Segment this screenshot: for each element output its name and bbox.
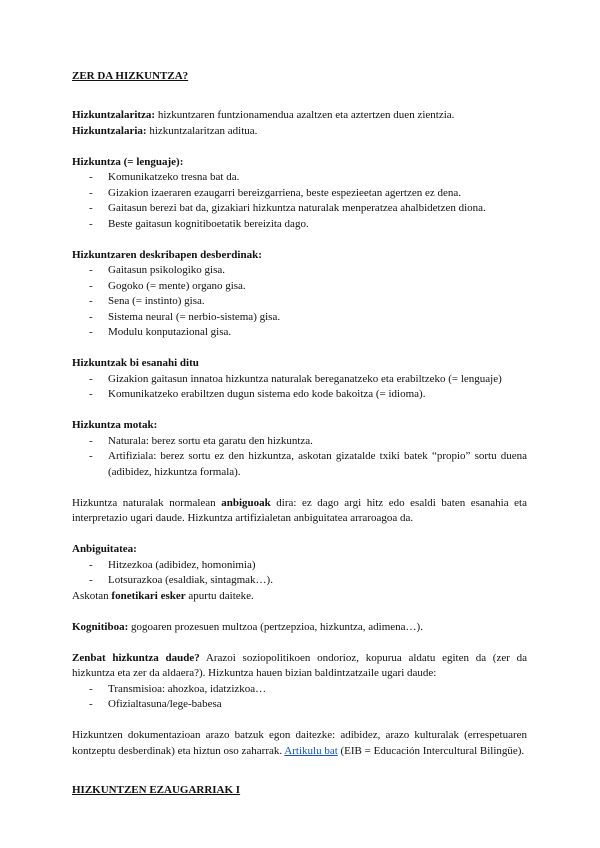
list-motak bbox=[72, 434, 527, 481]
list-item: - Transmisioa: ahozkoa, idatzizkoa… bbox=[72, 682, 527, 698]
paragraph-anbiguoak: Hizkuntza naturalak normalean anbiguoak dira: ez dago argi hitz edo esaldi baten esanahia eta interpretazio ugari daude. Hizkuntza artifizialetan anbiguitatea arraroagoa da. bbox=[72, 496, 527, 524]
list-anbiguitatea bbox=[72, 558, 527, 589]
heading-hizkuntza: Hizkuntza (= lenguaje): bbox=[72, 155, 184, 168]
section-title-ezaugarriak: HIZKUNTZEN EZAUGARRIAK I bbox=[72, 783, 241, 796]
heading-deskribapen: Hizkuntzaren deskribapen desberdinak: bbox=[72, 248, 262, 261]
list-item: - Lotsurazkoa (esaldiak, sintagmak…). bbox=[72, 573, 527, 589]
list-item: - Gaitasun psikologiko gisa. bbox=[72, 263, 527, 279]
list-deskribapen bbox=[72, 263, 527, 341]
list-item: - Sistema neural (= nerbio-sistema) gisa. bbox=[72, 310, 527, 326]
list-item: - Modulu konputazional gisa. bbox=[72, 325, 527, 341]
definition-hizkuntzalaritza: Hizkuntzalaritza: hizkuntzaren funtzionamendua azaltzen eta aztertzen duen zientzia. bbox=[72, 109, 455, 121]
list-item: - Naturala: berez sortu eta garatu den hizkuntza. bbox=[72, 434, 527, 450]
list-item: - Gizakion izaeraren ezaugarri bereizgarriena, beste espezieetan agertzen ez dena. bbox=[72, 186, 527, 202]
paragraph-dokumentazioa: Hizkuntzen dokumentazioan arazo batzuk egon daitezke: adibidez, arazo kulturalak (errespetuaren kontzeptu desberdinak) eta hiztun oso zaharrak. Artikulu bat (EIB = Educación Intercultural Bilingüe). bbox=[72, 729, 527, 757]
list-esanahi bbox=[72, 372, 527, 403]
heading-esanahi: Hizkuntzak bi esanahi ditu bbox=[72, 357, 199, 369]
list-item: - Komunikatzeko tresna bat da. bbox=[72, 170, 527, 186]
list-item: - Sena (= instinto) gisa. bbox=[72, 294, 527, 310]
list-item: - Gogoko (= mente) organo gisa. bbox=[72, 279, 527, 295]
list-item: - Gaitasun berezi bat da, gizakiari hizkuntza naturalak menperatzea ahalbidetzen diona. bbox=[72, 201, 527, 217]
definition-kognitiboa: Kognitiboa: gogoaren prozesuen multzoa (pertzepzioa, hizkuntza, adimena…). bbox=[72, 620, 423, 633]
document-body bbox=[72, 69, 527, 798]
list-item: - Ofizialtasuna/lege-babesa bbox=[72, 697, 527, 713]
heading-anbiguitatea: Anbiguitatea: bbox=[72, 543, 137, 555]
article-link[interactable]: Artikulu bat bbox=[284, 744, 338, 757]
list-baldintzatzaileak bbox=[72, 682, 527, 713]
definition-hizkuntzalaria: Hizkuntzalaria: hizkuntzalaritzan aditua. bbox=[72, 124, 258, 137]
section-title-zer-da-hizkuntza: ZER DA HIZKUNTZA? bbox=[72, 70, 189, 82]
list-item: - Hitzezkoa (adibidez, homonimia) bbox=[72, 558, 527, 574]
heading-motak: Hizkuntza motak: bbox=[72, 419, 158, 431]
list-item: - Artifiziala: berez sortu ez den hizkuntza, askotan gizatalde txiki batek “propio” sortu duena (adibidez, hizkuntza formala). bbox=[72, 449, 527, 480]
list-item: - Gizakion gaitasun innatoa hizkuntza naturalak bereganatzeko eta erabiltzeko (= lenguaje) bbox=[72, 372, 527, 388]
paragraph-fonetika: Askotan fonetikari esker apurtu daiteke. bbox=[72, 589, 254, 602]
list-hizkuntza bbox=[72, 170, 527, 232]
list-item: - Beste gaitasun kognitiboetatik bereizita dago. bbox=[72, 217, 527, 233]
list-item: - Komunikatzeko erabiltzen dugun sistema edo kode bakoitza (= idioma). bbox=[72, 387, 527, 403]
paragraph-zenbat-hizkuntza: Zenbat hizkuntza daude? Arazoi soziopolitikoen ondorioz, kopurua aldatu egiten da (zer da hizkuntza eta zer da aldaera?). Hizkuntza hauen bizian baldintzatzaile ugari daude: bbox=[72, 651, 528, 679]
